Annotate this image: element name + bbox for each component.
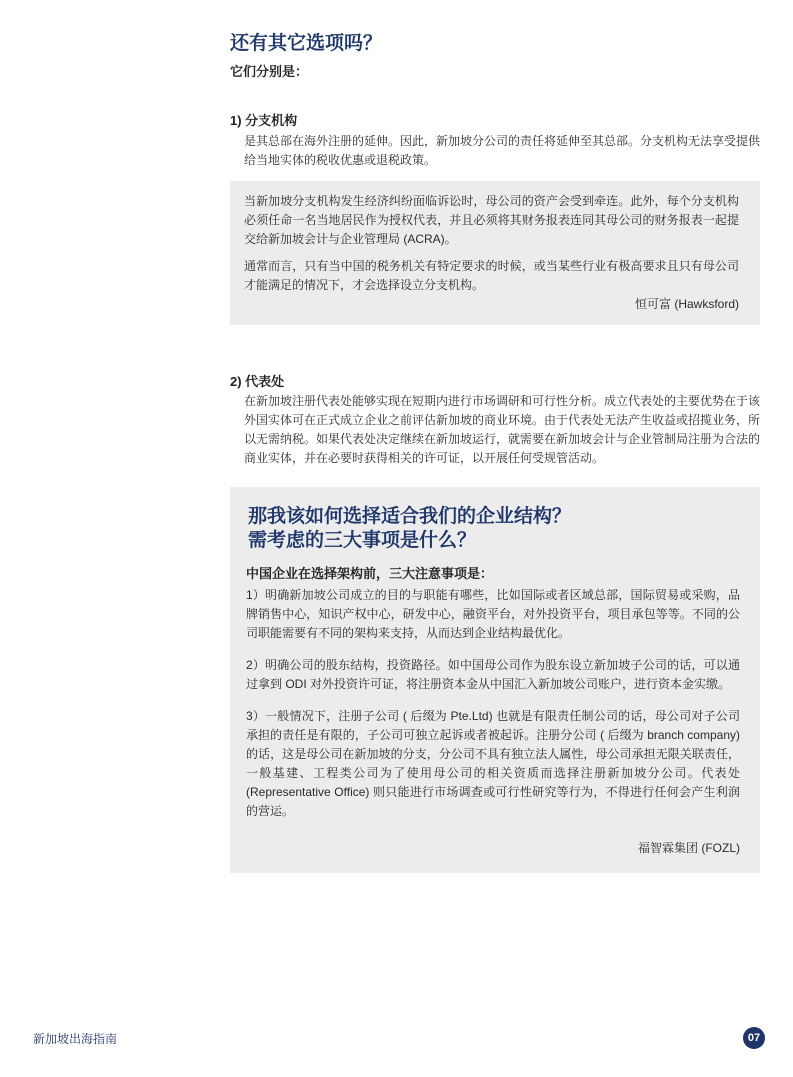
structure-box-source: 福智霖集团 (FOZL) — [638, 841, 740, 855]
branch-description: 是其总部在海外注册的延伸。因此，新加坡分公司的责任将延伸至其总部。分支机构无法享受提供给当地实体的税收优惠或退税政策。 — [244, 134, 761, 167]
branch-quote-box — [230, 181, 760, 325]
structure-point: 3）一般情况下，注册子公司 ( 后缀为 Pte.Ltd) 也就是有限责任制公司的话，母公司对子公司承担的责任是有限的，子公司可独立起诉或者被起诉。注册分公司 ( 后缀为 branch company) 的话，这是母公司在新加坡的分支，分公司不具有独立法人属性，母公司承担无限关联责任，一般基建、工程类公司为了使用母公司的相关资质而选择注册新加坡分公司。代表处 (Representative Office) 则只能进行市场调查或可行性研究等行为，不得进行任何会产生利润的营运。 — [246, 709, 740, 818]
structure-point: 2）明确公司的股东结构，投资路径。如中国母公司作为股东设立新加坡子公司的话，可以通过拿到 ODI 对外投资许可证，将注册资本金从中国汇入新加坡公司账户，进行资本金实缴。 — [246, 658, 740, 691]
rep-office-description: 在新加坡注册代表处能够实现在短期内进行市场调研和可行性分析。成立代表处的主要优势在于该外国实体可在正式成立企业之前评估新加坡的商业环境。由于代表处无法产生收益或招揽业务，所以无需纳税。如果代表处决定继续在新加坡运行，就需要在新加坡会计与企业管制局注册为合法的商业实体，并在必要时获得相关的许可证，以开展任何受规管活动。 — [244, 394, 761, 465]
structure-advice-box — [230, 487, 760, 873]
section-heading-branch: 1) 分支机构 — [230, 113, 298, 128]
structure-box-lead: 中国企业在选择架构前，三大注意事项是： — [246, 566, 494, 581]
structure-box-heading-line: 那我该如何选择适合我们的企业结构？ — [248, 506, 572, 527]
page-title: 还有其它选项吗？ — [230, 33, 383, 54]
branch-quote-source: 恒可富 (Hawksford) — [634, 297, 739, 311]
branch-quote-paragraph: 当新加坡分支机构发生经济纠纷面临诉讼时，母公司的资产会受到牵连。此外，每个分支机构必须任命一名当地居民作为授权代表，并且必须将其财务报表连同其母公司的财务报表一起提交给新加坡会计与企业管理局 (ACRA)。 — [244, 194, 739, 246]
structure-box-heading — [248, 505, 740, 553]
section-heading-rep-office: 2) 代表处 — [230, 374, 285, 389]
page-subtitle: 它们分别是： — [230, 64, 309, 79]
structure-point: 1）明确新加坡公司成立的目的与职能有哪些，比如国际或者区域总部，国际贸易或采购，品牌销售中心，知识产权中心，研发中心，融资平台，对外投资平台，项目承包等等。不同的公司职能需要有不同的架构来支持，从而达到企业结构最优化。 — [246, 588, 740, 640]
structure-box-heading-line: 需考虑的三大事项是什么？ — [248, 530, 477, 551]
page-number-badge: 07 — [743, 1027, 765, 1049]
branch-quote-paragraph: 通常而言，只有当中国的税务机关有特定要求的时候，或当某些行业有极高要求且只有母公司才能满足的情况下，才会选择设立分支机构。 — [244, 259, 739, 292]
footer-guide-title: 新加坡出海指南 — [33, 1032, 118, 1046]
